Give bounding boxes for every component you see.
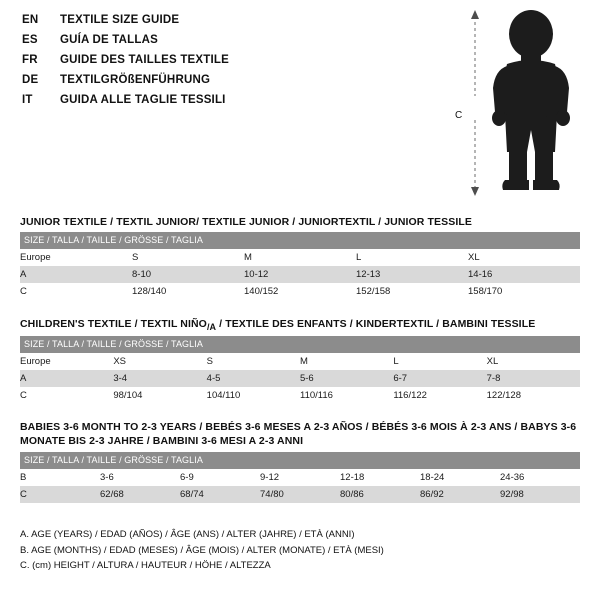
legend-line-c: C. (cm) HEIGHT / ALTURA / HAUTEUR / HÖHE / ALTEZZA (20, 560, 271, 571)
table-cell: 68/74 (180, 486, 260, 503)
table-cell: 158/170 (468, 283, 580, 300)
table-row (20, 387, 580, 404)
table-cell: 74/80 (260, 486, 340, 503)
header-title-text: TEXTILGRÖßENFÜHRUNG (60, 74, 211, 86)
table-cell: 62/68 (100, 486, 180, 503)
table-row (20, 353, 580, 370)
table-cell: L (356, 249, 468, 266)
header-lang-code: FR (22, 54, 38, 66)
table-cell: XL (468, 249, 580, 266)
table-cell: 5-6 (300, 370, 393, 387)
table-cell: 86/92 (420, 486, 500, 503)
header-row (22, 54, 442, 74)
row-label: A (20, 370, 113, 387)
child-body-shape (492, 10, 570, 190)
table-cell: S (207, 353, 300, 370)
table-cell: XS (113, 353, 206, 370)
table-cell: 140/152 (244, 283, 356, 300)
section-babies-textile (20, 420, 580, 503)
table-cell: 12-13 (356, 266, 468, 283)
header-lang-code: DE (22, 74, 39, 86)
legend-block (20, 527, 580, 574)
row-label: A (20, 266, 132, 283)
babies-size-table (20, 452, 580, 503)
section-title: CHILDREN'S TEXTILE / TEXTIL NIÑO/A / TEXTILE DES ENFANTS / KINDERTEXTIL / BAMBINI TESSILE (20, 318, 536, 333)
header-title-text: TEXTILE SIZE GUIDE (60, 14, 180, 26)
table-cell: 7-8 (487, 370, 580, 387)
table-cell: 110/116 (300, 387, 393, 404)
table-header-label: SIZE / TALLA / TAILLE / GRÖSSE / TAGLIA (20, 336, 580, 353)
table-cell: 104/110 (207, 387, 300, 404)
toddler-figure (455, 8, 595, 198)
section-childrens-textile (20, 318, 580, 404)
row-label: C (20, 486, 100, 503)
legend-line-a: A. AGE (YEARS) / EDAD (AÑOS) / ÂGE (ANS) / ALTER (JAHRE) / ETÀ (ANNI) (20, 529, 355, 540)
table-header-row (20, 452, 580, 469)
header-title-text: GUIDE DES TAILLES TEXTILE (60, 54, 229, 66)
header-language-block (22, 14, 442, 114)
header-row (22, 34, 442, 54)
table-cell: 8-10 (132, 266, 244, 283)
header-lang-code: ES (22, 34, 38, 46)
table-cell: M (300, 353, 393, 370)
table-cell: 24-36 (500, 469, 580, 486)
vertical-measure-arrow-icon (471, 10, 479, 196)
table-cell: 122/128 (487, 387, 580, 404)
table-cell: 6-7 (393, 370, 486, 387)
table-row (20, 266, 580, 283)
table-cell: 98/104 (113, 387, 206, 404)
table-header-label: SIZE / TALLA / TAILLE / GRÖSSE / TAGLIA (20, 232, 580, 249)
table-cell: 4-5 (207, 370, 300, 387)
childrens-size-table (20, 336, 580, 404)
row-label: Europe (20, 353, 113, 370)
section-title: BABIES 3-6 MONTH TO 2-3 YEARS / BEBÉS 3-6 MESES A 2-3 AÑOS / BÉBÉS 3-6 MOIS À 2-3 ANS / BABYS 3-6 MONATE BIS 2-3 JAHRE / BAMBINI 3-6 MESI A 2-3 ANNI (20, 421, 577, 447)
table-cell: 18-24 (420, 469, 500, 486)
table-cell: 3-4 (113, 370, 206, 387)
figure-label-c: C (455, 110, 463, 121)
table-cell: 80/86 (340, 486, 420, 503)
table-cell: L (393, 353, 486, 370)
table-cell: S (132, 249, 244, 266)
table-row (20, 469, 580, 486)
table-cell: 3-6 (100, 469, 180, 486)
table-cell: 128/140 (132, 283, 244, 300)
section-title: JUNIOR TEXTILE / TEXTIL JUNIOR/ TEXTILE JUNIOR / JUNIORTEXTIL / JUNIOR TESSILE (20, 216, 472, 228)
table-cell: 116/122 (393, 387, 486, 404)
row-label: B (20, 469, 100, 486)
section-junior-textile (20, 216, 580, 300)
row-label: C (20, 387, 113, 404)
table-row (20, 486, 580, 503)
table-cell: XL (487, 353, 580, 370)
table-header-label: SIZE / TALLA / TAILLE / GRÖSSE / TAGLIA (20, 452, 580, 469)
header-title-text: GUIDA ALLE TAGLIE TESSILI (60, 94, 226, 106)
legend-line-b: B. AGE (MONTHS) / EDAD (MESES) / ÂGE (MOIS) / ALTER (MONATE) / ETÀ (MESI) (20, 544, 384, 556)
toddler-silhouette-icon (455, 8, 595, 198)
header-row (22, 74, 442, 94)
header-title-text: GUÍA DE TALLAS (60, 34, 158, 46)
row-label: Europe (20, 249, 132, 266)
table-row (20, 249, 580, 266)
table-cell: 9-12 (260, 469, 340, 486)
header-row (22, 94, 442, 114)
table-row (20, 283, 580, 300)
table-cell: 12-18 (340, 469, 420, 486)
junior-size-table (20, 232, 580, 300)
table-cell: 152/158 (356, 283, 468, 300)
table-cell: 10-12 (244, 266, 356, 283)
table-header-row (20, 336, 580, 353)
header-lang-code: EN (22, 14, 39, 26)
table-cell: M (244, 249, 356, 266)
table-row (20, 370, 580, 387)
header-row (22, 14, 442, 34)
table-header-row (20, 232, 580, 249)
table-cell: 92/98 (500, 486, 580, 503)
header-lang-code: IT (22, 94, 33, 106)
table-cell: 14-16 (468, 266, 580, 283)
row-label: C (20, 283, 132, 300)
table-cell: 6-9 (180, 469, 260, 486)
